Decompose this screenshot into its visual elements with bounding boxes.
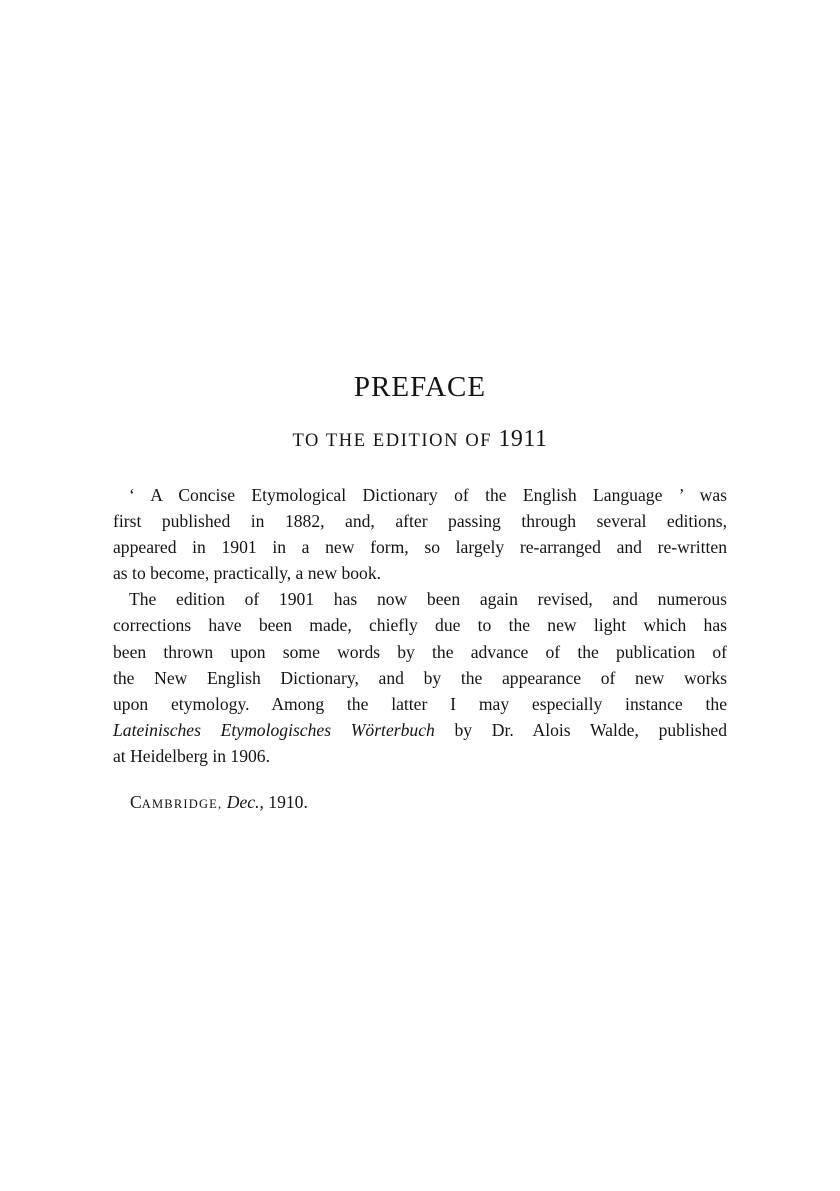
paragraph-line: corrections have been made, chiefly due to the new light which has: [113, 615, 727, 636]
signature-line: [130, 789, 308, 817]
signature-month: Dec.,: [226, 792, 264, 812]
paragraph-line: first published in 1882, and, after passing through several editions,: [113, 511, 727, 532]
paragraph-line: appeared in 1901 in a new form, so largely re-arranged and re-written: [113, 537, 727, 558]
italic-book-title: Lateinisches Etymologisches Wörterbuch: [113, 719, 435, 740]
signature-place-rest: AMBRIDGE,: [141, 797, 223, 811]
paragraph-line: upon etymology. Among the latter I may especially instance the: [113, 693, 727, 714]
paragraph-line-with-title: [113, 717, 727, 743]
paragraph-line: ‘ A Concise Etymological Dictionary of the English Language ’ was: [129, 485, 727, 505]
page-subtitle: [0, 425, 840, 455]
signature-place-initial: C: [130, 792, 142, 812]
subtitle-prefix: TO THE EDITION OF: [292, 431, 493, 451]
paragraph-2: [113, 586, 727, 769]
paragraph-line: the New English Dictionary, and by the appearance of new works: [113, 667, 727, 688]
paragraph-line: been thrown upon some words by the advance of the publication of: [113, 641, 727, 662]
preface-body: [113, 482, 727, 769]
page-title: PREFACE: [353, 371, 487, 403]
paragraph-line: as to become, practically, a new book.: [113, 563, 382, 584]
subtitle-year: 1911: [498, 426, 548, 452]
after-title-text: by Dr. Alois Walde, published: [434, 719, 727, 740]
paragraph-line: at Heidelberg in 1906.: [113, 745, 271, 766]
paragraph-1: [113, 482, 727, 586]
paragraph-line: The edition of 1901 has now been again revised, and numerous: [129, 589, 727, 610]
signature-year: 1910.: [268, 792, 308, 812]
